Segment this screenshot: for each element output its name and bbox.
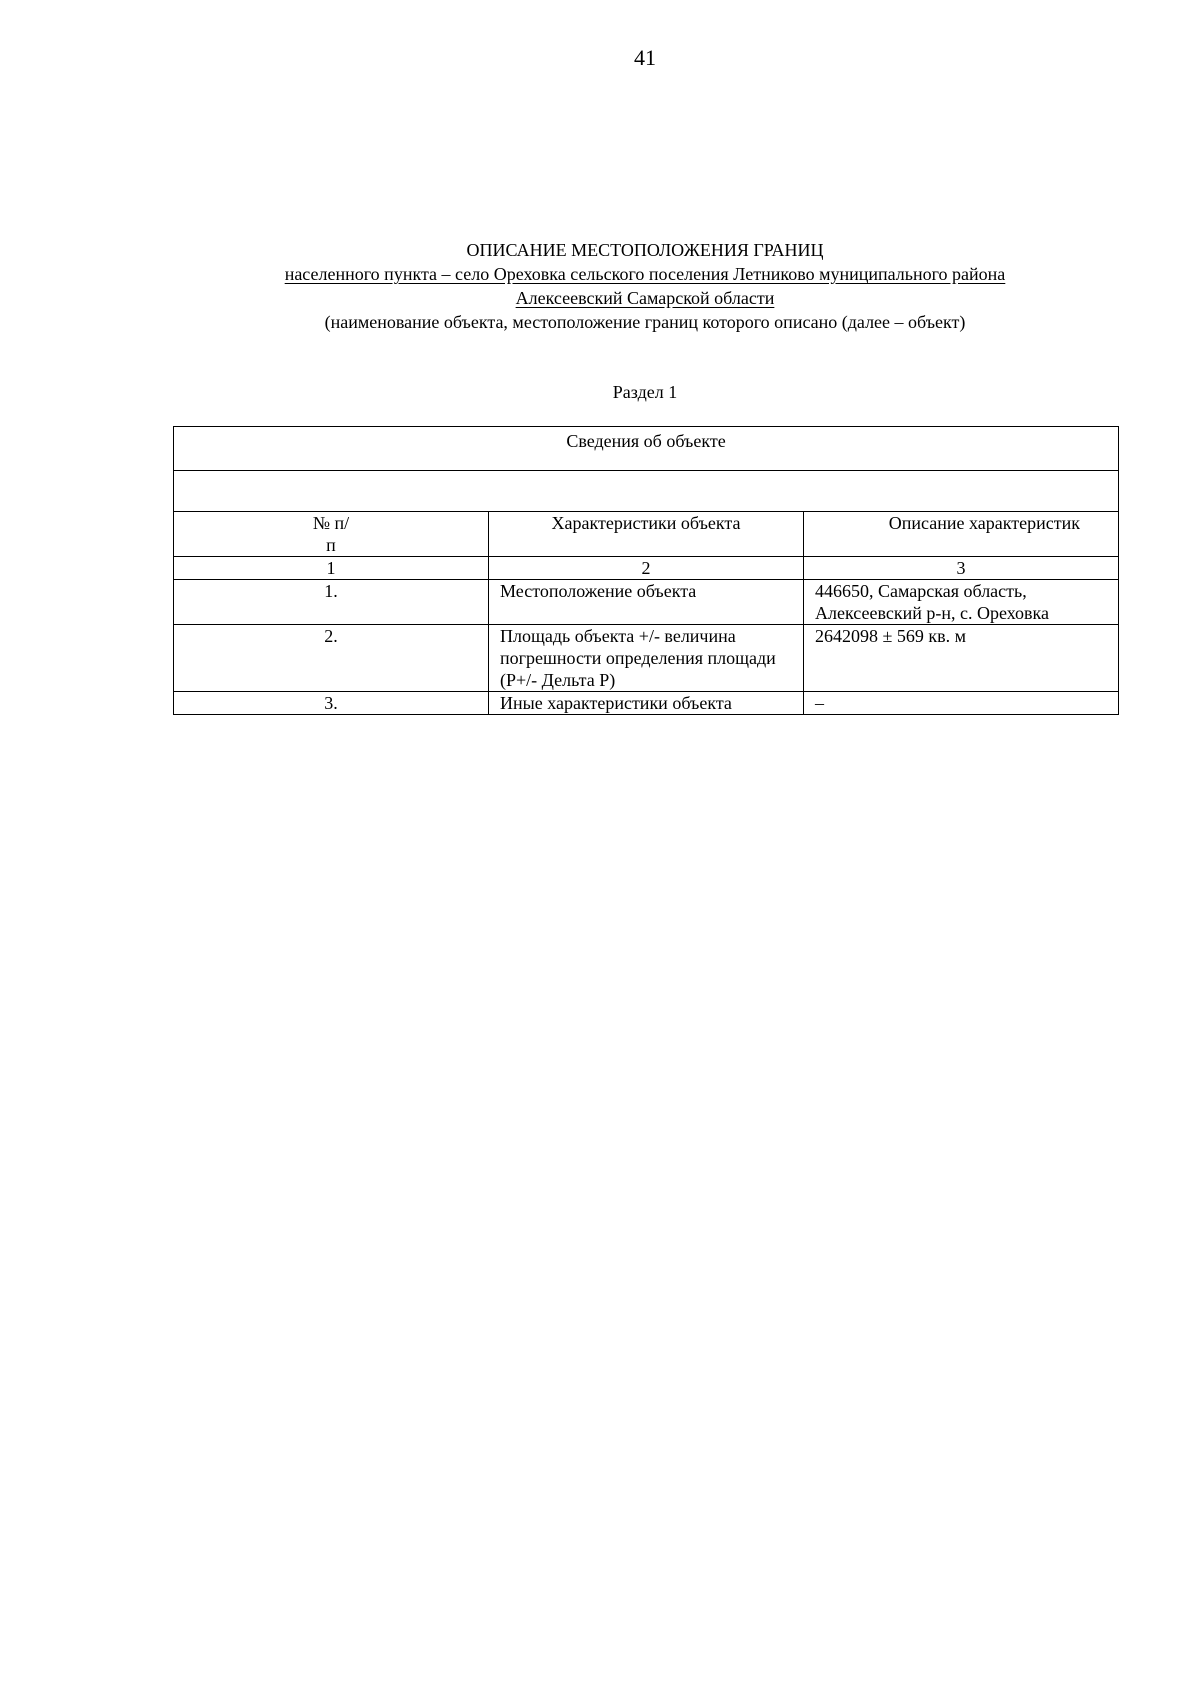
table-blank-row	[174, 471, 1119, 512]
index-cell-3: 3	[804, 557, 1119, 580]
header-num	[174, 512, 489, 557]
header-characteristic: Характеристики объекта	[489, 512, 804, 557]
object-info-table	[173, 426, 1119, 715]
object-name-line-1: населенного пункта – село Ореховка сельского поселения Летниково муниципального района	[284, 264, 1006, 284]
header-num-text: № п/п	[312, 513, 350, 555]
row-characteristic: Местоположение объекта	[489, 580, 804, 625]
row-num: 2.	[174, 625, 489, 692]
object-name-line-2: Алексеевский Самарской области	[515, 288, 775, 308]
document-title: ОПИСАНИЕ МЕСТОПОЛОЖЕНИЯ ГРАНИЦ	[466, 240, 824, 260]
row-description: 446650, Самарская область, Алексеевский р-н, с. Ореховка	[804, 580, 1119, 625]
row-description: 2642098 ± 569 кв. м	[804, 625, 1119, 692]
page-number: 41	[634, 45, 656, 70]
row-characteristic: Иные характеристики объекта	[489, 692, 804, 715]
section-label: Раздел 1	[612, 382, 678, 402]
row-num: 1.	[174, 580, 489, 625]
table-caption: Сведения об объекте	[174, 427, 1119, 471]
blank-cell	[174, 471, 1119, 512]
table-row	[174, 625, 1119, 692]
table-header-row	[174, 512, 1119, 557]
table-row	[174, 580, 1119, 625]
document-header	[170, 238, 1120, 334]
row-characteristic: Площадь объекта +/- величина погрешности определения площади (Р+/- Дельта Р)	[489, 625, 804, 692]
table-row	[174, 692, 1119, 715]
object-name-caption: (наименование объекта, местоположение границ которого описано (далее – объект)	[324, 312, 966, 332]
index-cell-2: 2	[489, 557, 804, 580]
table-caption-row	[174, 427, 1119, 471]
row-description: –	[804, 692, 1119, 715]
row-num: 3.	[174, 692, 489, 715]
header-description: Описание характеристик	[804, 512, 1119, 557]
index-cell-1: 1	[174, 557, 489, 580]
table-index-row	[174, 557, 1119, 580]
